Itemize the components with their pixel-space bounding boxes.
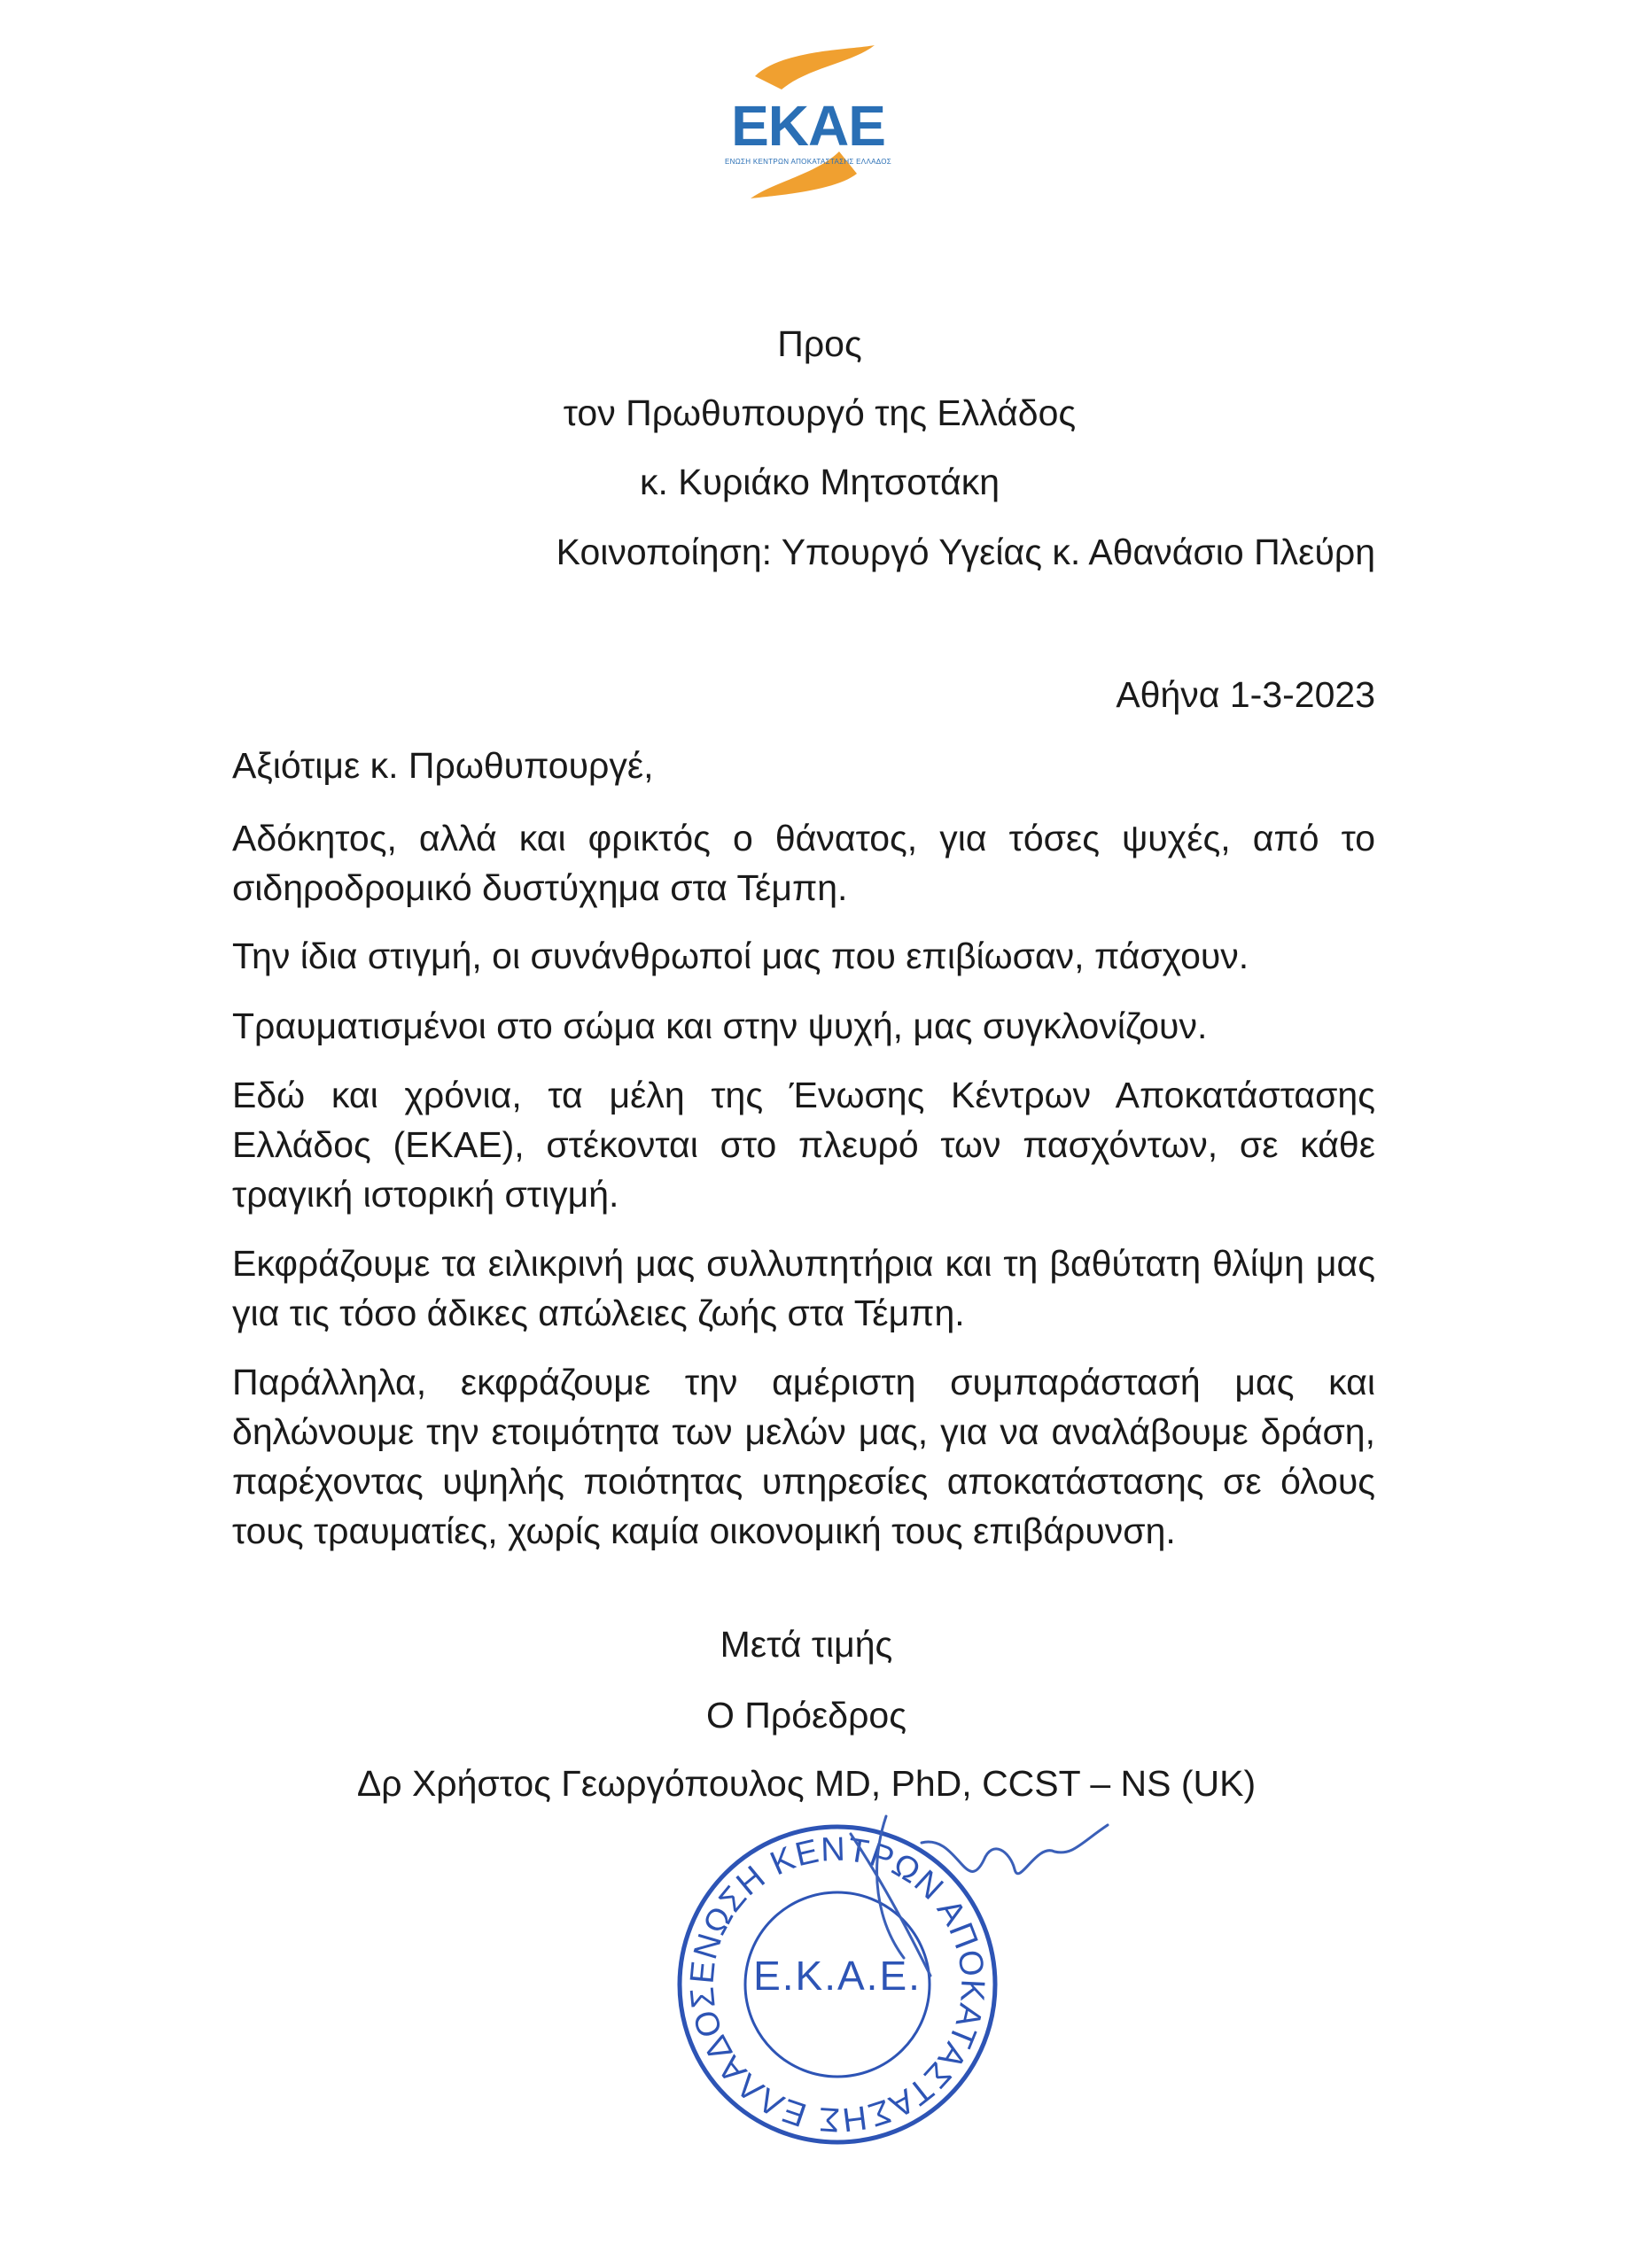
recipient-line2: κ. Κυριάκο Μητσοτάκη <box>639 462 1000 502</box>
paragraph-6: Παράλληλα, εκφράζουμε την αμέριστη συμπαράστασή μας και δηλώνουμε την ετοιμότητα των μελών μας, για να αναλάβουμε δράση, παρέχοντας υψηλής ποιότητας υπηρεσίες αποκατάστασης σε όλους τους τραυματίες, χωρίς καμία οικονομική τους επιβάρυνση. <box>232 1362 1375 1551</box>
stamp-center-text: Ε.Κ.Α.Ε. <box>753 1953 922 1999</box>
logo-wordmark: EKAE <box>731 94 885 158</box>
recipient-to: Προς <box>777 323 862 364</box>
salutation: Αξιότιμε κ. Πρωθυπουργέ, <box>232 745 654 786</box>
ekae-logo <box>720 41 897 200</box>
paragraph-2: Την ίδια στιγμή, οι συνάνθρωποί μας που επιβίωσαν, πάσχουν. <box>232 936 1249 976</box>
handwritten-signature <box>833 1807 1143 1984</box>
signatory-name: Δρ Χρήστος Γεωργόπουλος MD, PhD, CCST – NS (UK) <box>356 1763 1257 1804</box>
stamp-ring-text: ΕΝΩΣΗ ΚΕΝΤΡΩΝ ΑΠΟΚΑΤΑΣΤΑΣΗΣ ΕΛΛΑΔΟΣ <box>683 1830 992 2139</box>
recipient-cc: Κοινοποίηση: Υπουργό Υγείας κ. Αθανάσιο Πλεύρη <box>556 532 1375 572</box>
closing-title: Ο Πρόεδρος <box>705 1695 906 1736</box>
paragraph-3: Τραυματισμένοι στο σώμα και στην ψυχή, μας συγκλονίζουν. <box>232 1006 1208 1046</box>
paragraph-5: Εκφράζουμε τα ειλικρινή μας συλλυπητήρια και τη βαθύτατη θλίψη μας για τις τόσο άδικες απώλειες ζωής στα Τέμπη. <box>232 1243 1375 1333</box>
paragraph-1: Αδόκητος, αλλά και φρικτός ο θάνατος, για τόσες ψυχές, από το σιδηροδρομικό δυστύχημα στα Τέμπη. <box>232 818 1375 908</box>
closing-regards: Μετά τιμής <box>720 1624 893 1665</box>
letter-date: Αθήνα 1-3-2023 <box>1116 674 1375 715</box>
logo-subtitle: ΕΝΩΣΗ ΚΕΝΤΡΩΝ ΑΠΟΚΑΤΑΣΤΑΣΗΣ ΕΛΛΑΔΟΣ <box>725 158 891 166</box>
recipient-line1: τον Πρωθυπουργό της Ελλάδος <box>563 392 1077 433</box>
paragraph-4: Εδώ και χρόνια, τα μέλη της Ένωσης Κέντρων Αποκατάστασης Ελλάδος (ΕΚΑΕ), στέκονται στο πλευρό των πασχόντων, σε κάθε τραγική ιστορική στιγμή. <box>232 1075 1375 1215</box>
